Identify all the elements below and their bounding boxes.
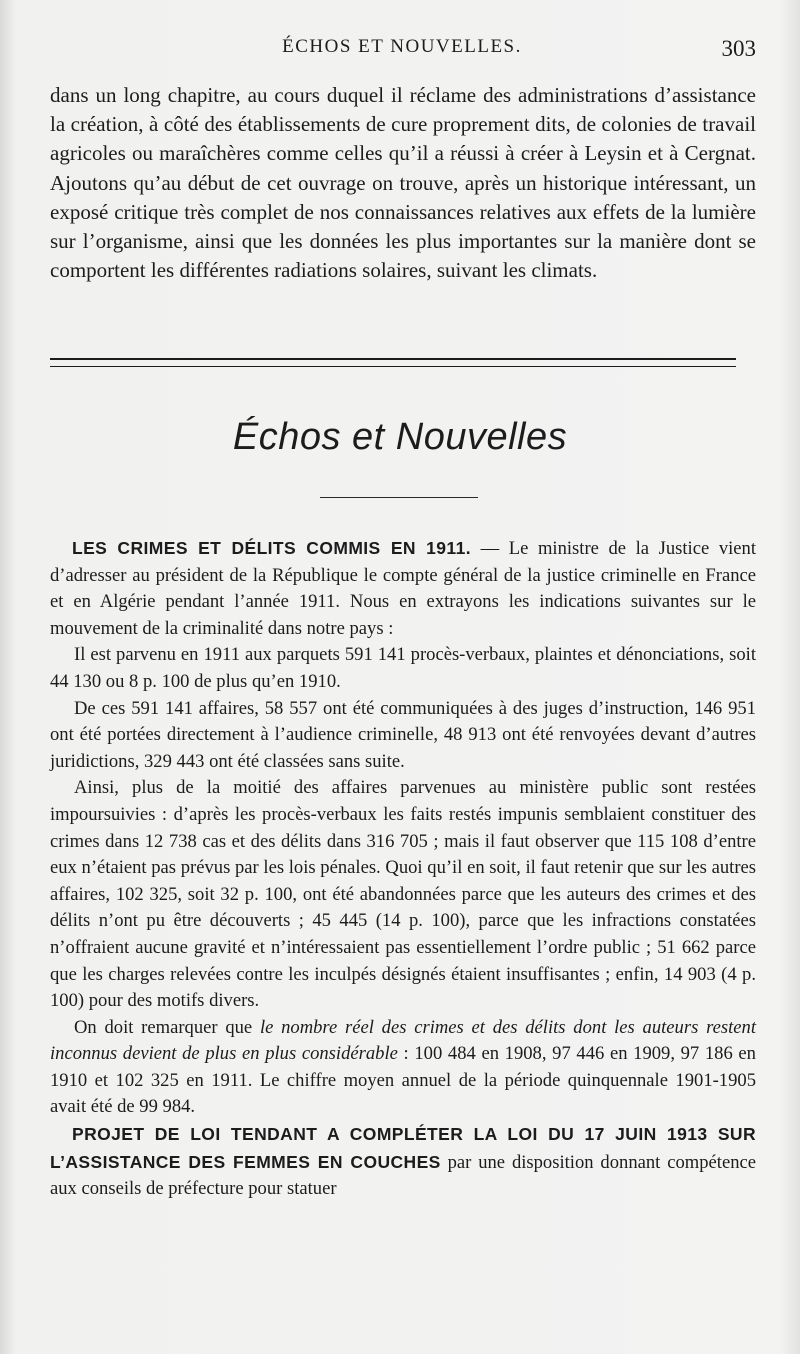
article1-heading: LES CRIMES ET DÉLITS COMMIS EN 1911. [72, 538, 471, 558]
double-rule-divider [50, 358, 736, 367]
article2-lead-paragraph [50, 1121, 756, 1203]
article1-paragraph-5 [50, 1015, 756, 1121]
running-title: ÉCHOS ET NOUVELLES. [282, 36, 522, 57]
page-header [48, 36, 756, 66]
article2-heading: PROJET DE LOI TENDANT A COMPLÉTER LA LOI DU 17 JUIN 1913 SUR L’ASSISTANCE DES FEMMES EN COUCHES [50, 1124, 756, 1172]
article1-paragraph-3: De ces 591 141 affaires, 58 557 ont été communiquées à des juges d’instruction, 146 951 ont été portées directement à l’audience criminelle, 48 913 ont été renvoyées devant d’autres juridictions, 329 443 ont été classées sans suite. [50, 697, 756, 772]
article1-p5-italic: le nombre réel des crimes et des délits dont les auteurs restent inconnus devient de plus en plus considérable [50, 1016, 756, 1065]
intro-paragraph-block [50, 81, 756, 285]
article2-lead-text: par une disposition donnant compétence aux conseils de préfecture pour statuer [50, 1151, 757, 1200]
title-underline-rule [320, 497, 478, 498]
intro-paragraph: dans un long chapitre, au cours duquel il réclame des administrations d’assistance la création, à côté des établissements de cure proprement dits, de colonies de travail agricoles ou maraîchères comme celles qu’il a réussi à créer à Leysin et à Cergnat. Ajoutons qu’au début de cet ouvrage on trouve, après un historique intéressant, un exposé critique très complet de nos connaissances relatives aux effets de la lumière sur l’organisme, ainsi que les données les plus importantes sur la manière dont se comportent les différentes radiations solaires, suivant les climats. [50, 83, 756, 283]
article1-p5-end: : 100 484 en 1908, 97 446 en 1909, 97 186 en 1910 et 102 325 en 1911. Le chiffre moyen annuel de la période quinquennale 1901-1905 avait été de 99 984. [50, 1043, 756, 1118]
article1-paragraph-2: Il est parvenu en 1911 aux parquets 591 141 procès-verbaux, plaintes et dénonciations, soit 44 130 ou 8 p. 100 de plus qu’en 1910. [50, 644, 756, 692]
articles-block [50, 535, 756, 1203]
article1-lead-paragraph [50, 535, 756, 642]
article1-paragraph-4: Ainsi, plus de la moitié des affaires parvenues au ministère public sont restées impoursuivies : d’après les procès-verbaux les faits restés impunis semblaient constituer des crimes dans 12 738 cas et des délits dans 316 705 ; mais il faut observer que 115 108 d’entre eux n’étaient pas prévus par les lois pénales. Quoi qu’il en soit, il faut retenir que sur les autres affaires, 102 325, soit 32 p. 100, ont été abandonnées parce que les auteurs des crimes et des délits n’ont pu être découverts ; 45 445 (14 p. 100), parce que les infractions constatées n’offraient aucune gravité et n’intéressaient pas essentiellement l’ordre public ; 51 662 parce que les charges relevées contre les inculpés désignés étaient insuffisantes ; enfin, 14 903 (4 p. 100) pour des motifs divers. [50, 777, 756, 1012]
article1-lead-text: — Le ministre de la Justice vient d’adresser au président de la République le compte général de la justice criminelle en France et en Algérie pendant l’année 1911. Nous en extrayons les indications suivantes sur le mouvement de la criminalité dans notre pays : [50, 538, 756, 639]
section-title: Échos et Nouvelles [232, 416, 568, 458]
page-number: 303 [721, 36, 756, 61]
article1-p5-start: On doit remarquer que [74, 1016, 260, 1038]
